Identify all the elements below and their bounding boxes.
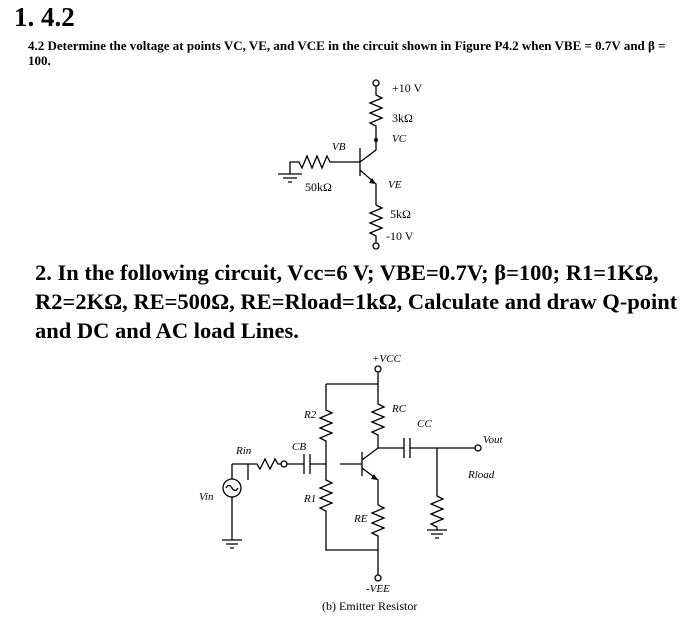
q2-rin-label: Rin (236, 445, 252, 457)
question-1-problem-text: 4.2 Determine the voltage at points VC, VE, and VCE in the circuit shown in Figure P4.2 when VBE = 0.7V and β = 100. (28, 38, 666, 68)
question-1-heading: 1. 4.2 (14, 2, 75, 32)
q2-r1-label: R1 (304, 493, 317, 505)
q2-cc-label: CC (417, 418, 432, 430)
q2-cb-label: CB (292, 441, 307, 453)
q2-r2-label: R2 (304, 409, 317, 421)
q2-vout-label: Vout (483, 434, 503, 446)
q1-emitter-resistor-label: 5kΩ (390, 207, 411, 221)
q2-re-label: RE (354, 513, 368, 525)
q1-collector-node-label: VC (392, 133, 407, 145)
q2-vin-label: Vin (199, 491, 214, 503)
q2-rc-label: RC (392, 403, 407, 415)
q1-supply-bottom-label: -10 V (386, 229, 414, 243)
q1-collector-resistor-label: 3kΩ (392, 111, 413, 125)
q1-base-resistor-label: 50kΩ (305, 180, 332, 194)
circuit-1 (278, 80, 423, 249)
q2-supply-label: +VCC (372, 353, 401, 365)
q2-figure-caption: (b) Emitter Resistor (322, 599, 418, 613)
question-2-problem-text: 2. In the following circuit, Vcc=6 V; VBE=0.7V; β=100; R1=1KΩ, R2=2KΩ, RE=500Ω, RE=Rload=1kΩ, Calculate and draw Q-point and DC and AC load Lines. (35, 260, 678, 343)
q1-emitter-node-label: VE (388, 179, 402, 191)
q2-vee-label: -VEE (366, 583, 390, 595)
q1-supply-top-label: +10 V (392, 81, 423, 95)
circuit-2 (199, 353, 504, 613)
q2-rload-label: Rload (468, 469, 495, 481)
q1-base-node-label: VB (332, 141, 346, 153)
